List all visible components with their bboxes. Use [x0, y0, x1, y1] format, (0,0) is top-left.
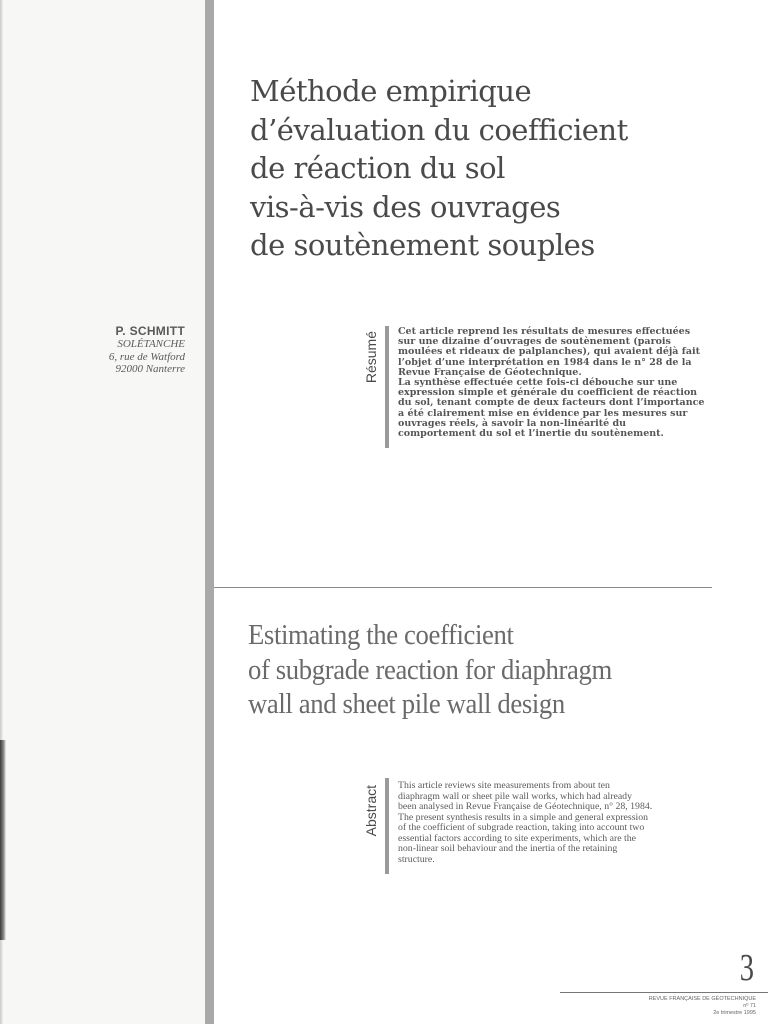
footer-journal-name: REVUE FRANÇAISE DE GÉOTECHNIQUE	[648, 996, 756, 1002]
resume-side-bar	[385, 326, 389, 448]
author-block	[5, 324, 185, 376]
french-title	[250, 72, 750, 265]
resume-body	[398, 327, 718, 439]
french-title-line: d’évaluation du coefficient	[250, 112, 628, 147]
footer-issue: nº 71	[743, 1003, 756, 1009]
page-number: 3	[739, 947, 754, 989]
abstract-line: essential factors according to site experiments, which are the	[398, 832, 637, 844]
author-affiliation-line: SOLÉTANCHE	[117, 338, 185, 350]
author-name: P. SCHMITT	[115, 324, 185, 338]
abstract-line: been analysed in Revue Française de Géotechnique, n° 28, 1984.	[398, 801, 653, 812]
resume-line: ouvrages réels, à savoir la non-linéarité du	[398, 417, 627, 429]
section-divider-rule	[214, 587, 712, 588]
resume-label: Résumé	[363, 330, 379, 384]
resume-line: comportement du sol et l’inertie du soutènement.	[398, 428, 664, 440]
resume-line: moulées et rideaux de palplanches), qui avaient déjà fait	[398, 346, 701, 358]
resume-line: a été clairement mise en évidence par les mesures sur	[398, 407, 688, 419]
resume-line: Revue Française de Géotechnique.	[398, 366, 582, 378]
abstract-line: non-linear soil behaviour and the inertia of the retaining	[398, 843, 618, 854]
footer-journal-info	[649, 996, 756, 1017]
resume-line: La synthèse effectuée cette fois-ci débouche sur une	[398, 377, 678, 389]
english-title-line: wall and sheet pile wall design	[248, 688, 565, 720]
resume-line: expression simple et générale du coefficient de réaction	[398, 387, 698, 399]
footer-period: 2e trimestre 1995	[713, 1010, 756, 1016]
resume-label-wrap	[360, 326, 382, 388]
abstract-line: The present synthesis results in a simple and general expression	[398, 811, 649, 823]
english-title-line: Estimating the coefficient	[248, 619, 514, 651]
french-title-line: de réaction du sol	[250, 151, 505, 185]
resume-line: sur une dizaine d’ouvrages de soutènement (parois	[398, 336, 671, 348]
abstract-line: structure.	[398, 853, 435, 865]
abstract-label-wrap	[360, 778, 382, 844]
vertical-divider-bar	[205, 0, 214, 1024]
abstract-line: of the coefficient of subgrade reaction, taking into account two	[398, 822, 645, 833]
footer-rule	[560, 992, 768, 993]
left-margin-panel	[0, 0, 205, 1024]
english-title-line: of subgrade reaction for diaphragm	[248, 653, 612, 686]
author-affiliation-line: 6, rue de Watford	[108, 350, 185, 363]
resume-line: du sol, tenant compte de deux facteurs dont l’importance	[398, 397, 705, 409]
french-title-line: vis-à-vis des ouvrages	[250, 189, 561, 224]
abstract-line: diaphragm wall or sheet pile wall works, which had already	[398, 790, 632, 802]
resume-line: Cet article reprend les résultats de mesures effectuées	[398, 326, 691, 337]
abstract-body	[398, 781, 718, 865]
resume-line: l’objet d’une interprétation en 1984 dans le n° 28 de la	[398, 356, 692, 368]
abstract-side-bar	[385, 778, 389, 874]
abstract-label: Abstract	[363, 785, 379, 837]
english-title	[248, 618, 708, 722]
french-title-line: de soutènement souples	[250, 228, 595, 262]
french-title-line: Méthode empirique	[250, 74, 532, 108]
abstract-line: This article reviews site measurements from about ten	[398, 780, 610, 791]
page-edge-dark-mark	[0, 740, 6, 940]
author-affiliation-line: 92000 Nanterre	[115, 363, 185, 375]
